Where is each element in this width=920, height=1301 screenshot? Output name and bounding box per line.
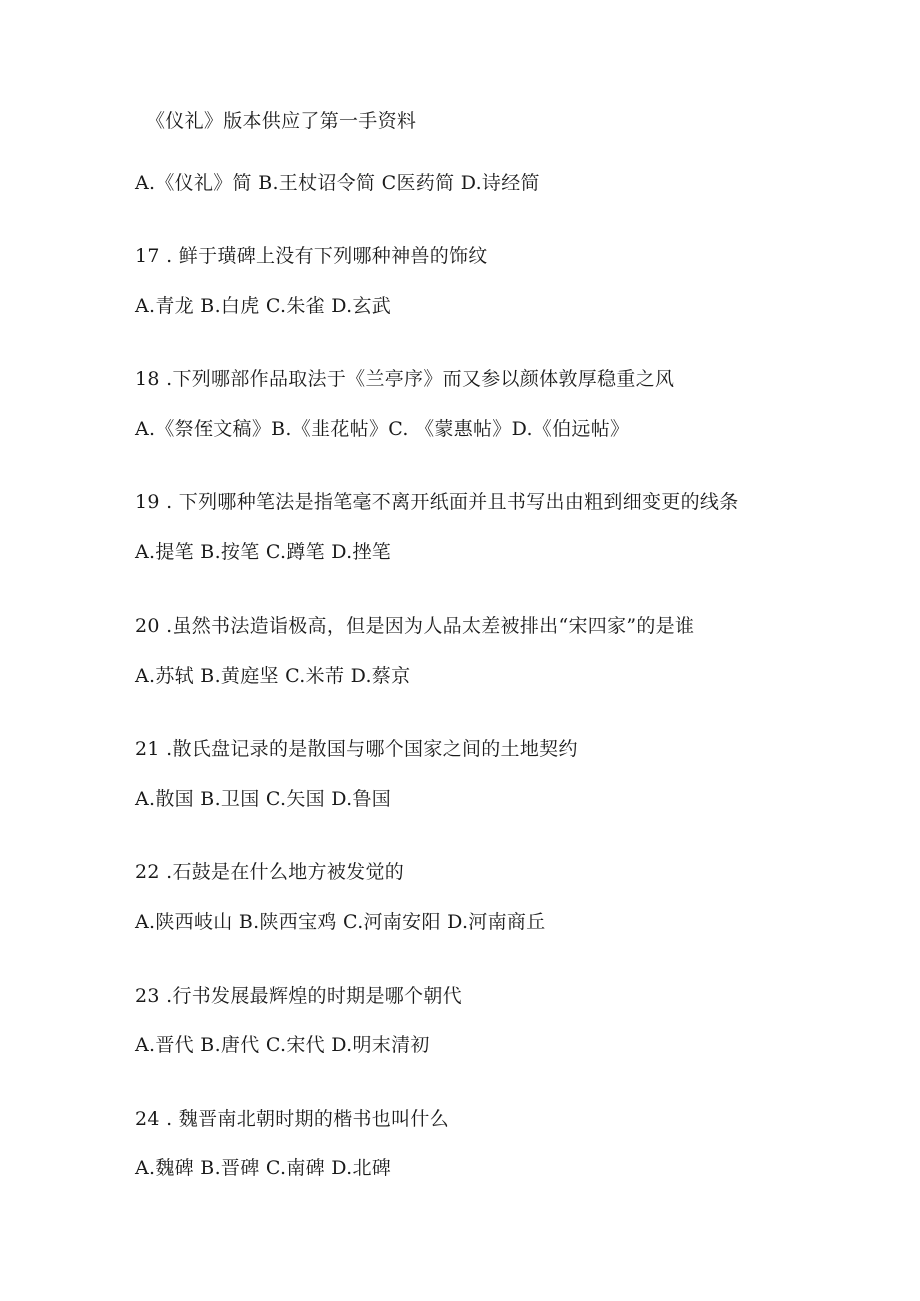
answer-options-17: A.青龙 B.白虎 C.朱雀 D.玄武	[135, 295, 392, 317]
question-17: 17 . 鲜于璜碑上没有下列哪种神兽的饰纹	[135, 245, 488, 267]
question-21: 21 .散氏盘记录的是散国与哪个国家之间的土地契约	[135, 738, 578, 760]
answer-options-22: A.陕西岐山 B.陕西宝鸡 C.河南安阳 D.河南商丘	[135, 911, 546, 933]
question-19: 19 . 下列哪种笔法是指笔毫不离开纸面并且书写出由粗到细变更的线条	[135, 491, 739, 513]
answer-options-21: A.散国 B.卫国 C.矢国 D.鲁国	[135, 788, 392, 810]
question-22: 22 .石鼓是在什么地方被发觉的	[135, 861, 405, 883]
question-24: 24 . 魏晋南北朝时期的楷书也叫什么	[135, 1108, 449, 1130]
question-23: 23 .行书发展最辉煌的时期是哪个朝代	[135, 985, 462, 1007]
answer-options-20: A.苏轼 B.黄庭坚 C.米芾 D.蔡京	[135, 665, 411, 687]
answer-options: A.《仪礼》简 B.王杖诏令简 C医药简 D.诗经简	[135, 172, 540, 194]
answer-options-19: A.提笔 B.按笔 C.蹲笔 D.挫笔	[135, 541, 392, 563]
question-18: 18 .下列哪部作品取法于《兰亭序》而又参以颜体敦厚稳重之风	[135, 368, 675, 390]
question-20: 20 .虽然书法造诣极高，但是因为人品太差被排出“宋四家”的是谁	[135, 615, 695, 637]
answer-options-23: A.晋代 B.唐代 C.宋代 D.明末清初	[135, 1034, 430, 1056]
question-text: 《仪礼》版本供应了第一手资料	[146, 110, 417, 132]
answer-options-18: A.《祭侄文稿》B.《韭花帖》C. 《蒙惠帖》D.《伯远帖》	[135, 418, 630, 440]
answer-options-24: A.魏碑 B.晋碑 C.南碑 D.北碑	[135, 1157, 392, 1179]
